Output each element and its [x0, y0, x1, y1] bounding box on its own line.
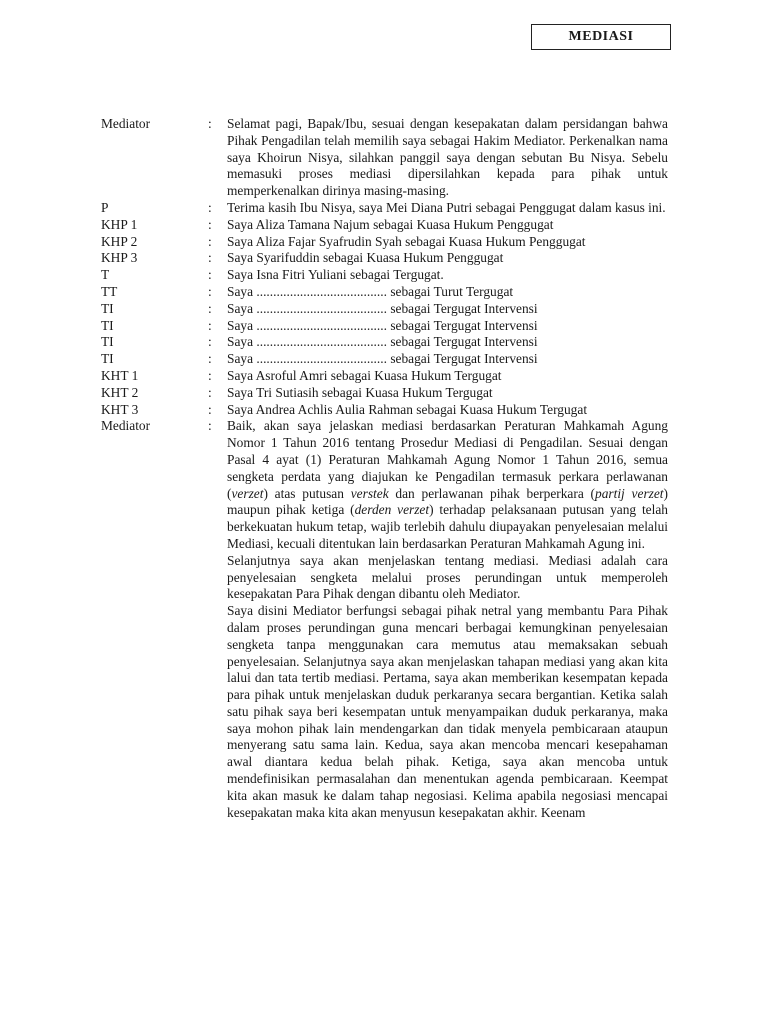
blank-dots: ....................................... — [256, 283, 387, 299]
blank-row — [101, 301, 668, 318]
separator: : — [208, 283, 212, 299]
speaker-label: TT — [101, 283, 118, 299]
dialogue-row — [101, 116, 668, 200]
speaker-label: KHT 2 — [101, 384, 139, 400]
utterance: Saya Aliza Fajar Syafrudin Syah sebagai Kuasa Hukum Penggugat — [227, 233, 586, 249]
paragraph: Saya disini Mediator berfungsi sebagai pihak netral yang membantu Para Pihak dalam proses perundingan guna mencari berbagai kemungkinan penyelesaian sengketa tanpa menggunakan cara memutus atau memaksakan sebuah penyelesaian. Selanjutnya saya akan menjelaskan tahapan mediasi yang akan kita lalui dan tata tertib mediasi. Pertama, saya akan memberikan kesempatan kepada para pihak untuk menjelaskan duduk perkaranya secara bergantian. Ketika salah satu pihak saya beri kesempatan untuk menyampaikan duduk perkaranya, maka saya mohon pihak lain mendengarkan dan tidak menyela pembicaraan ataupun menyerang satu sama lain. Kedua, saya akan mencoba mencari kesepahaman awal diantara kedua belah pihak. Ketiga, saya akan mencoba untuk mendefinisikan permasalahan dan menentukan agenda pembicaraan. Keempat kita akan masuk ke dalam tahap negosiasi. Kelima apabila negosiasi mencapai kesepakatan maka kita akan menyusun kesepakatan akhir. Keenam — [227, 603, 668, 820]
speaker-label: KHP 2 — [101, 233, 138, 249]
blank-dots: ....................................... — [256, 351, 387, 367]
blank-row — [101, 318, 668, 335]
separator: : — [208, 317, 212, 333]
utterance: Saya Asroful Amri sebagai Kuasa Hukum Tergugat — [227, 367, 502, 383]
blank-dots: ....................................... — [256, 334, 387, 350]
utterance: Saya ....................................... sebagai Tergugat Intervensi — [227, 351, 538, 367]
speaker-label: P — [101, 199, 109, 215]
dialogue-script — [101, 116, 668, 821]
separator: : — [208, 334, 212, 350]
dialogue-row — [101, 418, 668, 821]
speaker-label: KHT 1 — [101, 367, 139, 383]
speaker-label: KHP 1 — [101, 216, 138, 232]
dialogue-row — [101, 250, 668, 267]
speaker-label: TI — [101, 334, 114, 350]
separator: : — [208, 250, 212, 266]
utterance: Saya ....................................... sebagai Tergugat Intervensi — [227, 300, 538, 316]
speaker-label: TI — [101, 300, 114, 316]
speaker-label: Mediator — [101, 116, 151, 131]
utterance: Saya ....................................... sebagai Tergugat Intervensi — [227, 334, 538, 350]
blank-dots: ....................................... — [256, 317, 387, 333]
utterance — [227, 418, 668, 821]
section-title-badge: MEDIASI — [531, 24, 671, 50]
utterance: Saya Tri Sutiasih sebagai Kuasa Hukum Tergugat — [227, 384, 493, 400]
blank-row — [101, 284, 668, 301]
blank-row — [101, 351, 668, 368]
separator: : — [208, 199, 212, 215]
separator: : — [208, 351, 212, 367]
utterance: Terima kasih Ibu Nisya, saya Mei Diana Putri sebagai Penggugat dalam kasus ini. — [227, 199, 666, 215]
utterance: Saya ....................................... sebagai Turut Tergugat — [227, 283, 514, 299]
blank-dots: ....................................... — [256, 300, 387, 316]
utterance: Saya Syarifuddin sebagai Kuasa Hukum Penggugat — [227, 250, 504, 266]
dialogue-row — [101, 234, 668, 251]
blank-row — [101, 334, 668, 351]
utterance: Saya Aliza Tamana Najum sebagai Kuasa Hukum Penggugat — [227, 216, 554, 232]
dialogue-row — [101, 200, 668, 217]
separator: : — [208, 116, 212, 131]
utterance: Selamat pagi, Bapak/Ibu, sesuai dengan kesepakatan dalam persidangan bahwa Pihak Pengadilan telah memilih saya sebagai Hakim Mediator. Perkenalkan nama saya Khoirun Nisya, silahkan panggil saya dengan sebutan Bu Nisya. Sebelu memasuki proses mediasi dipersilahkan kepada para pihak untuk memperkenalkan dirinya masing-masing. — [227, 116, 668, 199]
separator: : — [208, 401, 212, 417]
separator: : — [208, 233, 212, 249]
speaker-label: KHP 3 — [101, 250, 138, 266]
paragraph: Selanjutnya saya akan menjelaskan tentang mediasi. Mediasi adalah cara penyelesaian sengketa melalui proses perundingan untuk memperoleh kesepakatan Para Pihak dengan dibantu oleh Mediator. — [227, 552, 668, 602]
dialogue-row — [101, 385, 668, 402]
separator: : — [208, 367, 212, 383]
dialogue-row — [101, 217, 668, 234]
separator: : — [208, 216, 212, 232]
speaker-label: TI — [101, 351, 114, 367]
speaker-label: KHT 3 — [101, 401, 139, 417]
paragraph: Baik, akan saya jelaskan mediasi berdasarkan Peraturan Mahkamah Agung Nomor 1 Tahun 2016 tentang Prosedur Mediasi di Pengadilan. Sesuai dengan Pasal 4 ayat (1) Peraturan Mahkamah Agung Nomor 1 Tahun 2016, semua sengketa perdata yang diajukan ke Pengadilan termasuk perkara perlawanan (verzet) atas putusan verstek dan perlawanan pihak berperkara (partij verzet) maupun pihak ketiga (derden verzet) terhadap pelaksanaan putusan yang telah berkekuatan hukum tetap, wajib terlebih dahulu diupayakan penyelesaian melalui Mediasi, kecuali ditentukan lain berdasarkan Peraturan Mahkamah Agung ini. — [227, 418, 668, 551]
speaker-label: TI — [101, 317, 114, 333]
separator: : — [208, 384, 212, 400]
separator: : — [208, 267, 212, 283]
dialogue-row — [101, 368, 668, 385]
dialogue-row — [101, 402, 668, 419]
dialogue-row — [101, 267, 668, 284]
separator: : — [208, 300, 212, 316]
separator: : — [208, 418, 212, 434]
speaker-label: T — [101, 267, 110, 283]
speaker-label: Mediator — [101, 418, 151, 434]
utterance: Saya Isna Fitri Yuliani sebagai Tergugat. — [227, 267, 444, 283]
utterance: Saya Andrea Achlis Aulia Rahman sebagai Kuasa Hukum Tergugat — [227, 401, 588, 417]
utterance: Saya ....................................... sebagai Tergugat Intervensi — [227, 317, 538, 333]
